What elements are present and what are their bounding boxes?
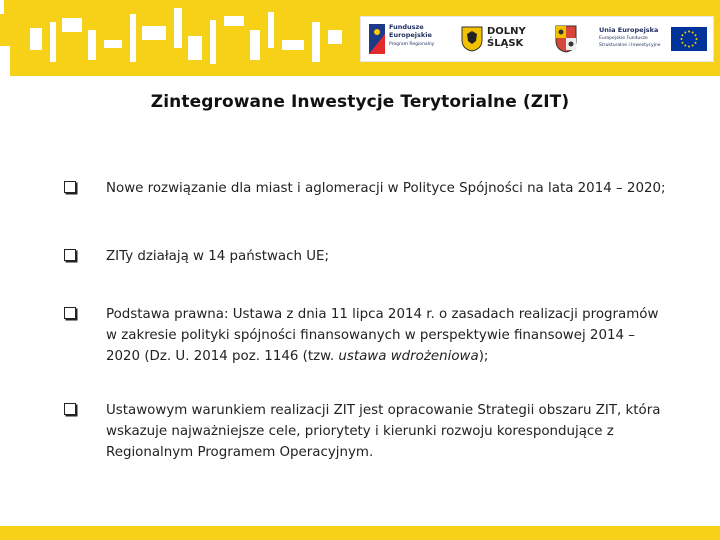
decorative-block (312, 22, 320, 62)
bullet-text: Ustawowym warunkiem realizacji ZIT jest opracowanie Strategii obszaru ZIT, która wskazuje najważniejsze cele, priorytety i kierunki rozwoju korespondujące z Regionalnym Programem Operacyjnym. (106, 403, 661, 460)
decorative-block (50, 22, 56, 62)
bullet-text-part: ); (478, 349, 489, 364)
fundusze-line-2: Europejskie (389, 31, 432, 39)
bullet-text: Nowe rozwiązanie dla miast i aglomeracji w Polityce Spójności na lata 2014 – 2020; (106, 181, 666, 196)
decorative-block (88, 30, 96, 60)
fundusze-flag-icon (369, 24, 385, 54)
footer-band (0, 526, 720, 540)
decorative-block (142, 26, 166, 40)
dolny-slask-line-2: ŚLĄSK (487, 38, 524, 49)
logo-strip (360, 16, 714, 62)
decorative-block (328, 30, 342, 44)
decorative-block (0, 0, 4, 14)
decorative-block (250, 30, 260, 60)
checkbox-bullet-icon (64, 403, 76, 415)
wroclaw-crest-logo (551, 17, 581, 61)
checkbox-bullet-icon (64, 307, 76, 319)
checkbox-bullet-icon (64, 181, 76, 193)
header-band (0, 0, 720, 76)
unia-line-3: Strukturalne i Inwestycyjne (599, 43, 661, 48)
city-crest-icon (555, 25, 577, 53)
dolny-slask-logo (459, 17, 539, 61)
page-title: Zintegrowane Inwestycje Terytorialne (ZIT) (150, 92, 570, 112)
fundusze-line-1: Fundusze (389, 23, 424, 31)
decorative-block (210, 20, 216, 64)
decorative-block (104, 40, 122, 48)
bullet-text-part: Podstawa prawna: Ustawa z dnia 11 lipca 2014 r. o zasadach realizacji programów w zakresie polityki spójności finansowanych w perspektywie finansowej 2014 – 2020 (Dz. U. 2014 poz. 1146 (tzw. (106, 307, 659, 364)
dolny-slask-crest-icon (461, 26, 483, 52)
decorative-block (62, 18, 82, 32)
checkbox-bullet-icon (64, 249, 76, 261)
unia-line-2: Europejskie Fundusze (599, 36, 648, 41)
decorative-block (224, 16, 244, 26)
decorative-block (188, 36, 202, 60)
eu-flag-icon (671, 27, 707, 51)
decorative-block (282, 40, 304, 50)
bullet-text-italic: ustawa wdrożeniowa (338, 349, 479, 364)
bullet-text: ZITy działają w 14 państwach UE; (106, 249, 330, 264)
fundusze-line-3: Program Regionalny (389, 42, 435, 47)
bullet-text (106, 304, 672, 367)
unia-line-1: Unia Europejska (599, 26, 659, 34)
decorative-block (30, 28, 42, 50)
unia-europejska-logo (593, 17, 711, 61)
decorative-block (174, 8, 182, 48)
decorative-block (130, 14, 136, 62)
decorative-block (0, 46, 10, 76)
decorative-block (268, 12, 274, 48)
dolny-slask-line-1: DOLNY (487, 26, 526, 37)
fundusze-europejskie-logo (369, 17, 459, 61)
